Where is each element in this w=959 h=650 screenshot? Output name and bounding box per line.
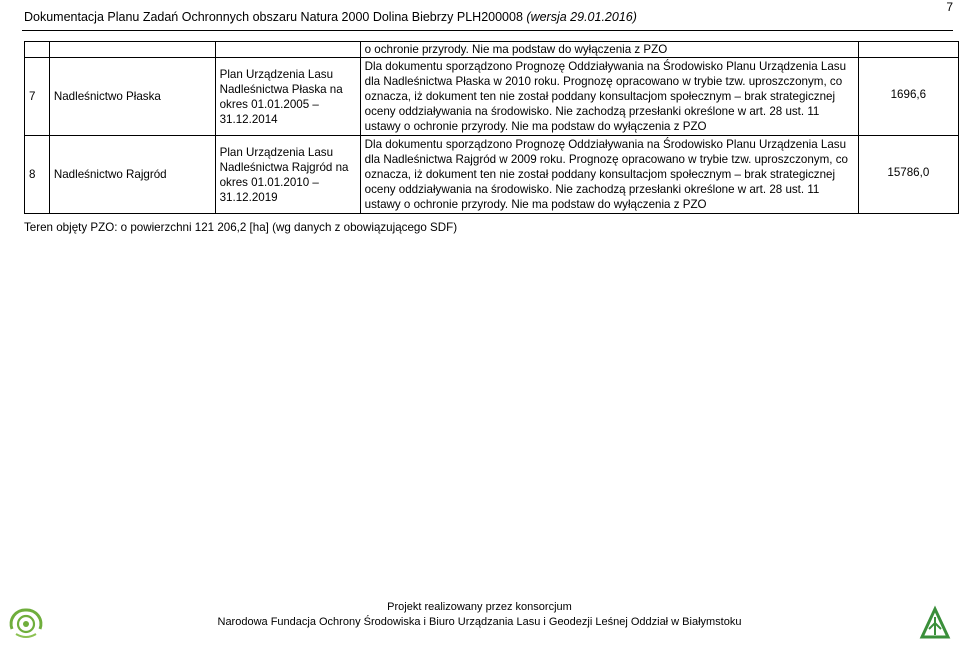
table-cell-area bbox=[858, 136, 958, 214]
table-cell-description: Dla dokumentu sporządzono Prognozę Oddziaływania na Środowisko Planu Urządzenia Lasu dla Nadleśnictwa Płaska w 2010 roku. Prognozę opracowano w trybie tzw. uproszczonym, co oznacza, iż dokument ten nie został poddany konsultacjom społecznym – brak strategicznej oceny oddziaływania na środowisko. Nie zachodzą przesłanki określone w art. 28 ust. 11 ustawy o ochronie przyrody. Nie ma podstaw do wyłączenia z PZO bbox=[360, 58, 858, 136]
header-title-text: Dokumentacja Planu Zadań Ochronnych obszaru Natura 2000 Dolina Biebrzy PLH200008 bbox=[24, 10, 523, 24]
documents-table bbox=[24, 41, 959, 214]
table-cell-no: 8 bbox=[25, 136, 50, 214]
document-header-title bbox=[24, 10, 637, 24]
table-cell-plan: Plan Urządzenia Lasu Nadleśnictwa Rajgród na okres 01.01.2010 – 31.12.2019 bbox=[215, 136, 360, 214]
footer-line-1: Projekt realizowany przez konsorcjum bbox=[387, 601, 572, 613]
table-cell-area bbox=[858, 42, 958, 58]
area-value: 15786,0 bbox=[887, 166, 930, 179]
table-cell-no: 7 bbox=[25, 58, 50, 136]
table-row bbox=[25, 58, 959, 136]
header-divider bbox=[22, 30, 953, 31]
table-cell-continuation-text: o ochronie przyrody. Nie ma podstaw do wyłączenia z PZO bbox=[360, 42, 858, 58]
page-number: 7 bbox=[946, 0, 953, 14]
table-row bbox=[25, 136, 959, 214]
header-version: (wersja 29.01.2016) bbox=[526, 10, 637, 24]
table-row-continuation bbox=[25, 42, 959, 58]
footer-line-2: Narodowa Fundacja Ochrony Środowiska i Biuro Urządzania Lasu i Geodezji Leśnej Oddział w Białymstoku bbox=[217, 616, 742, 628]
page-footer bbox=[0, 600, 959, 630]
summary-text: Teren objęty PZO: o powierzchni 121 206,2 [ha] (wg danych z obowiązującego SDF) bbox=[24, 221, 458, 234]
table-cell-name bbox=[49, 42, 215, 58]
table-cell-plan: Plan Urządzenia Lasu Nadleśnictwa Płaska na okres 01.01.2005 – 31.12.2014 bbox=[215, 58, 360, 136]
table-cell-plan bbox=[215, 42, 360, 58]
table-cell-name: Nadleśnictwo Rajgród bbox=[49, 136, 215, 214]
area-value: 1696,6 bbox=[890, 88, 927, 101]
table-cell-no bbox=[25, 42, 50, 58]
table-cell-area bbox=[858, 58, 958, 136]
table-cell-name: Nadleśnictwo Płaska bbox=[49, 58, 215, 136]
table-cell-description: Dla dokumentu sporządzono Prognozę Oddziaływania na Środowisko Planu Urządzenia Lasu dla Nadleśnictwa Rajgród w 2009 roku. Prognozę opracowano w trybie tzw. uproszczonym, co oznacza, iż dokument ten nie został poddany konsultacjom społecznym – brak strategicznej oceny oddziaływania na środowisko. Nie zachodzą przesłanki określone w art. 28 ust. 11 ustawy o ochronie przyrody. Nie ma podstaw do wyłączenia z PZO bbox=[360, 136, 858, 214]
